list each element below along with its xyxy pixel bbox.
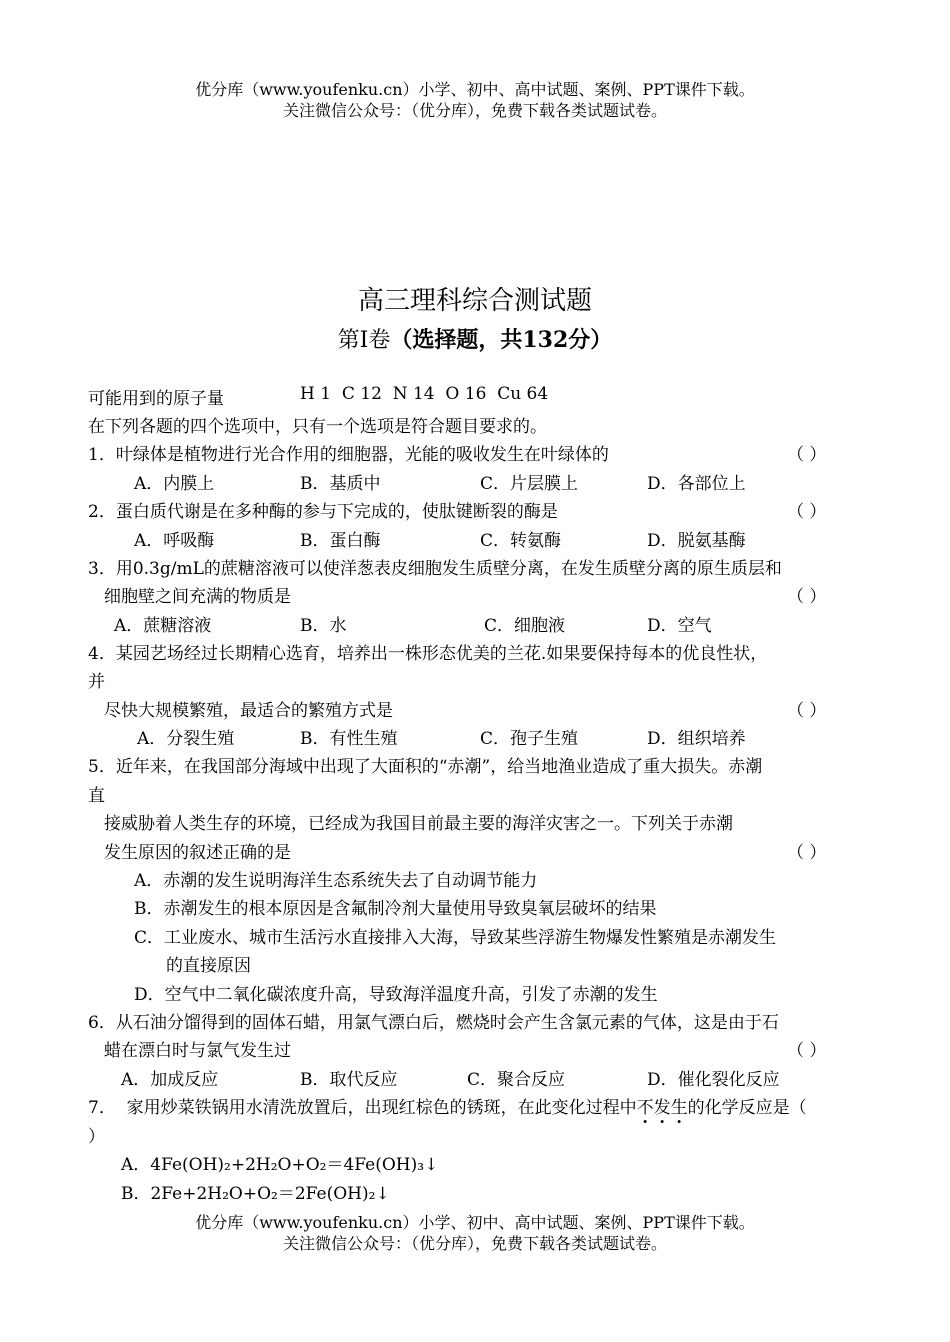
header-line-2: 关注微信公众号：（优分库），免费下载各类试题试卷。 [282, 101, 667, 120]
q3-answer-paren: （ ） [787, 587, 827, 607]
footer-line-2: 关注微信公众号：（优分库），免费下载各类试题试卷。 [282, 1234, 667, 1253]
q7-stem-close: ） [88, 1127, 105, 1147]
q3-option-c: C．细胞液 [484, 616, 566, 636]
q1-stem: 1．叶绿体是植物进行光合作用的细胞器，光能的吸收发生在叶绿体的 [88, 445, 609, 465]
q1-option-a: A．内膜上 [134, 474, 215, 494]
q7-emphasis-char-2: 发 [653, 1098, 671, 1118]
q1-option-c: C．片层膜上 [480, 474, 579, 494]
q5-stem-line-3: 发生原因的叙述正确的是 [104, 843, 291, 863]
q7-emphasis-char-1: 不 [636, 1098, 654, 1118]
q5-stem-line-1-wrap: 直 [88, 786, 105, 806]
q4-answer-paren: （ ） [787, 701, 827, 721]
q1-option-d: D．各部位上 [647, 474, 746, 494]
q2-stem: 2．蛋白质代谢是在多种酶的参与下完成的，使肽键断裂的酶是 [88, 502, 558, 522]
q3-stem-line-1: 3．用0.3g/mL的蔗糖溶液可以使洋葱表皮细胞发生质壁分离，在发生质壁分离的原生质层和 [88, 559, 782, 579]
q3-stem-line-2: 细胞壁之间充满的物质是 [104, 587, 291, 607]
q4-stem-line-2: 尽快大规模繁殖，最适合的繁殖方式是 [104, 701, 393, 721]
q7-stem-post: 的化学反应是（ [687, 1098, 807, 1118]
q4-stem-line-1: 4．某园艺场经过长期精心选育，培养出一株形态优美的兰花.如果要保持每本的优良性状， [88, 644, 768, 664]
q2-option-d: D．脱氨基酶 [647, 531, 746, 551]
q4-option-b: B．有性生殖 [300, 729, 398, 749]
page-title: 高三理科综合测试题 [357, 286, 592, 316]
q5-option-d: D．空气中二氧化碳浓度升高，导致海洋温度升高，引发了赤潮的发生 [134, 985, 658, 1005]
section-subtitle-prefix: 第Ⅰ卷 [337, 328, 391, 353]
q6-option-b: B．取代反应 [300, 1070, 398, 1090]
q3-option-b: B．水 [300, 616, 347, 636]
q5-option-b: B．赤潮发生的根本原因是含氟制冷剂大量使用导致臭氧层破坏的结果 [134, 899, 657, 919]
q6-option-c: C．聚合反应 [467, 1070, 566, 1090]
q5-option-c-line-2: 的直接原因 [166, 956, 251, 976]
q4-option-a: A．分裂生殖 [137, 729, 235, 749]
q7-stem [88, 1093, 807, 1118]
q5-stem-line-2: 接威胁着人类生存的环境，已经成为我国目前最主要的海洋灾害之一。下列关于赤潮 [104, 814, 733, 834]
q6-stem-line-2: 蜡在漂白时与氯气发生过 [104, 1041, 291, 1061]
header-line-1: 优分库（www.youfenku.cn）小学、初中、高中试题、案例、PPT课件下载。 [195, 80, 755, 99]
q1-answer-paren: （ ） [787, 445, 827, 465]
q2-option-c: C．转氨酶 [480, 531, 562, 551]
atomic-mass-values: H 1 C 12 N 14 O 16 Cu 64 [300, 384, 549, 404]
q6-option-a: A．加成反应 [121, 1070, 219, 1090]
instruction: 在下列各题的四个选项中，只有一个选项是符合题目要求的。 [88, 417, 547, 437]
q2-answer-paren: （ ） [787, 502, 827, 522]
footer-line-1: 优分库（www.youfenku.cn）小学、初中、高中试题、案例、PPT课件下载。 [195, 1213, 755, 1232]
q6-option-d: D．催化裂化反应 [647, 1070, 780, 1090]
q3-option-a: A．蔗糖溶液 [114, 616, 212, 636]
q5-option-c-line-1: C．工业废水、城市生活污水直接排入大海，导致某些浮游生物爆发性繁殖是赤潮发生 [134, 928, 777, 948]
q7-stem-pre: 7． 家用炒菜铁锅用水清洗放置后，出现红棕色的锈斑，在此变化过程中 [88, 1098, 637, 1118]
q1-option-b: B．基质中 [300, 474, 381, 494]
q2-option-a: A．呼吸酶 [134, 531, 215, 551]
q5-option-a: A．赤潮的发生说明海洋生态系统失去了自动调节能力 [134, 871, 538, 891]
q7-option-b: B．2Fe+2H₂O+O₂＝2Fe(OH)₂↓ [121, 1184, 390, 1204]
section-subtitle [0, 323, 950, 354]
section-subtitle-rest: （选择题，共132分） [390, 327, 613, 353]
q7-option-a: A．4Fe(OH)₂+2H₂O+O₂＝4Fe(OH)₃↓ [121, 1155, 439, 1175]
q2-option-b: B．蛋白酶 [300, 531, 381, 551]
q6-answer-paren: （ ） [787, 1041, 827, 1061]
q4-option-d: D．组织培养 [647, 729, 746, 749]
q7-emphasis-char-3: 生 [670, 1098, 688, 1118]
q5-stem-line-1: 5．近年来，在我国部分海域中出现了大面积的“赤潮”，给当地渔业造成了重大损失。赤潮 [88, 757, 763, 777]
atomic-mass-label: 可能用到的原子量 [88, 389, 224, 409]
q4-option-c: C．孢子生殖 [480, 729, 579, 749]
q4-stem-line-1-wrap: 并 [88, 672, 105, 692]
q5-answer-paren: （ ） [787, 843, 827, 863]
q6-stem-line-1: 6．从石油分馏得到的固体石蜡，用氯气漂白后，燃烧时会产生含氯元素的气体，这是由于石 [88, 1013, 779, 1033]
q3-option-d: D．空气 [647, 616, 712, 636]
